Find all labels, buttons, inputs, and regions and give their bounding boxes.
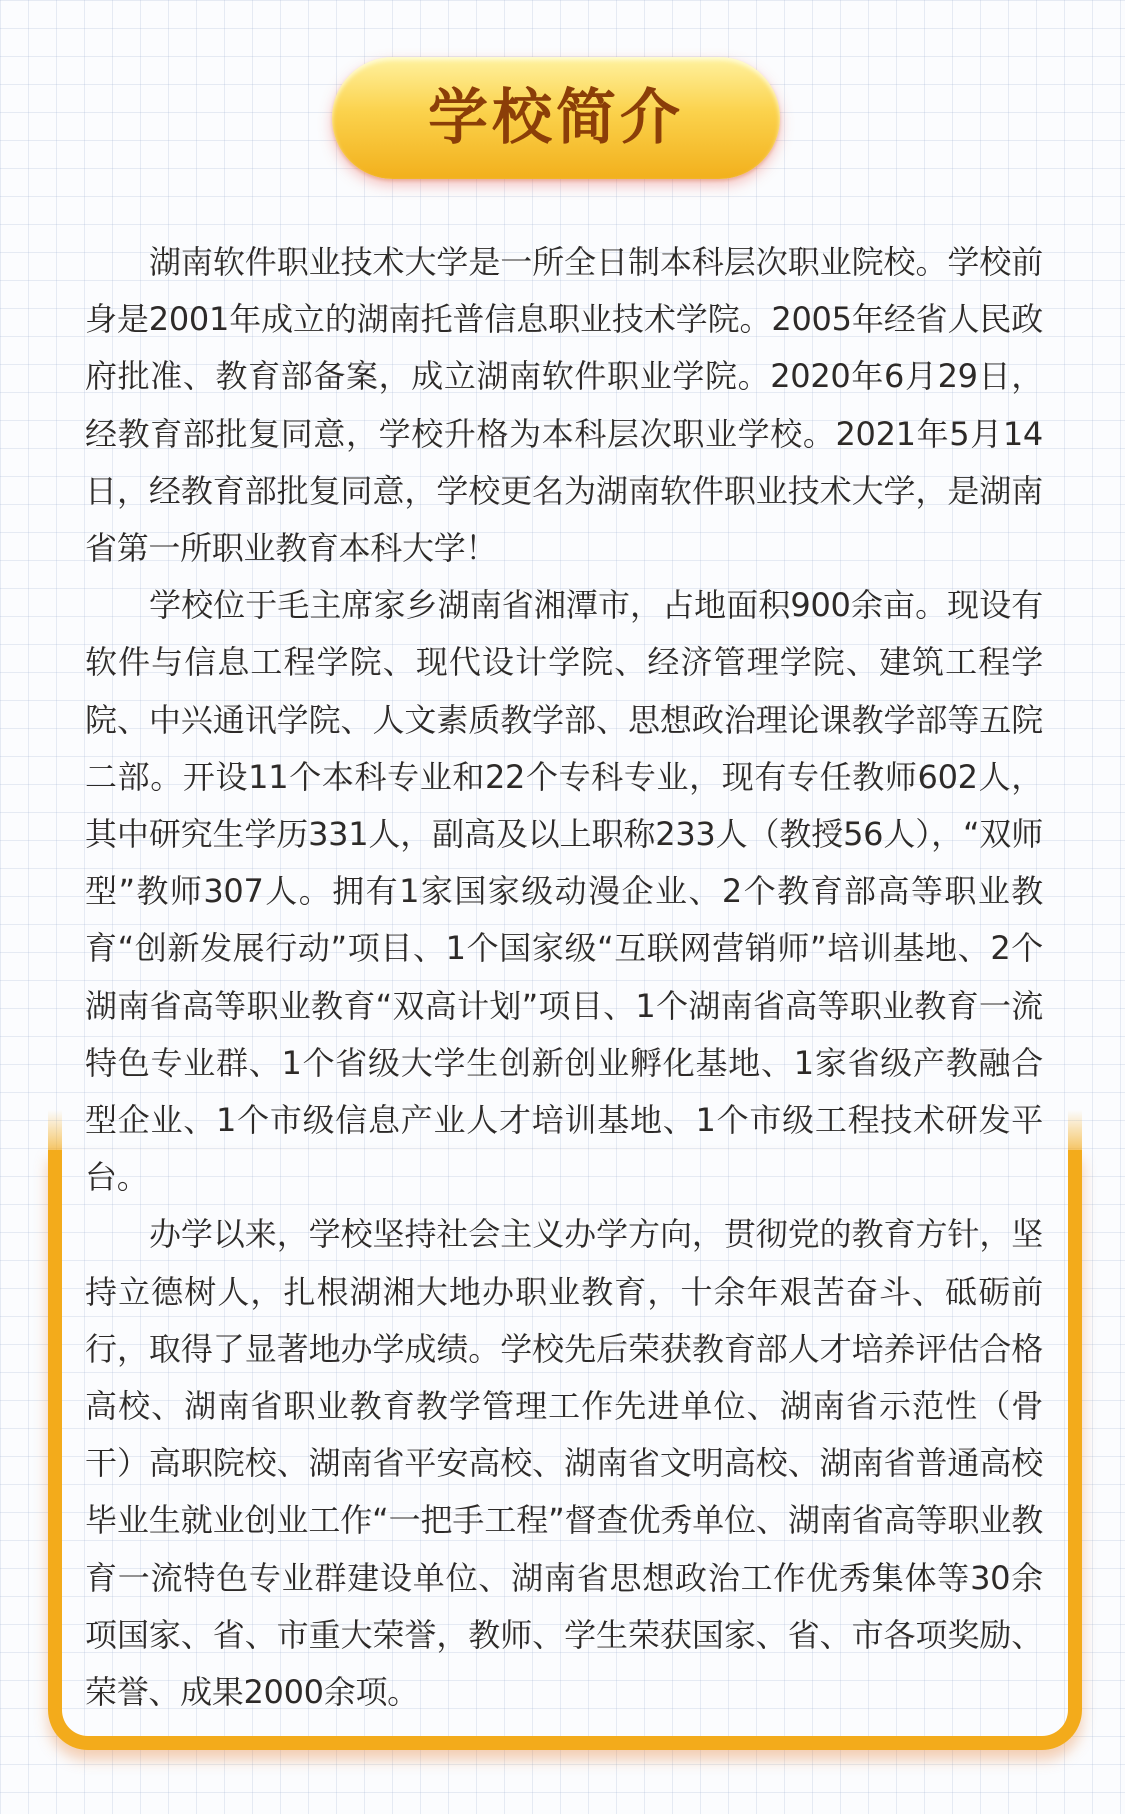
intro-paragraph-3: 办学以来，学校坚持社会主义办学方向，贯彻党的教育方针，坚持立德树人，扎根湖湘大地办职业教育，十余年艰苦奋斗、砥砺前行，取得了显著地办学成绩。学校先后荣获教育部人才培养评估合格高校、湖南省职业教育教学管理工作先进单位、湖南省示范性（骨干）高职院校、湖南省平安高校、湖南省文明高校、湖南省普通高校毕业生就业创业工作“一把手工程”督查优秀单位、湖南省高等职业教育一流特色专业群建设单位、湖南省思想政治工作优秀集体等30余项国家、省、市重大荣誉，教师、学生荣获国家、省、市各项奖励、荣誉、成果2000余项。 bbox=[85, 1215, 1043, 1712]
intro-content bbox=[85, 234, 1043, 1721]
intro-paragraph-2: 学校位于毛主席家乡湖南省湘潭市，占地面积900余亩。现设有软件与信息工程学院、现代设计学院、经济管理学院、建筑工程学院、中兴通讯学院、人文素质教学部、思想政治理论课教学部等五院二部。开设11个本科专业和22个专科专业，现有专任教师602人，其中研究生学历331人，副高及以上职称233人（教授56人），“双师型”教师307人。拥有1家国家级动漫企业、2个教育部高等职业教育“创新发展行动”项目、1个国家级“互联网营销师”培训基地、2个湖南省高等职业教育“双高计划”项目、1个湖南省高等职业教育一流特色专业群、1个省级大学生创新创业孵化基地、1家省级产教融合型企业、1个市级信息产业人才培训基地、1个市级工程技术研发平台。 bbox=[85, 586, 1043, 1197]
title-banner bbox=[332, 57, 780, 179]
intro-paragraph-1: 湖南软件职业技术大学是一所全日制本科层次职业院校。学校前身是2001年成立的湖南托普信息职业技术学院。2005年经省人民政府批准、教育部备案，成立湖南软件职业学院。2020年6月29日，经教育部批复同意，学校升格为本科层次职业学校。2021年5月14日，经教育部批复同意，学校更名为湖南软件职业技术大学，是湖南省第一所职业教育本科大学！ bbox=[85, 243, 1043, 568]
page-title: 学校简介 bbox=[428, 83, 684, 153]
